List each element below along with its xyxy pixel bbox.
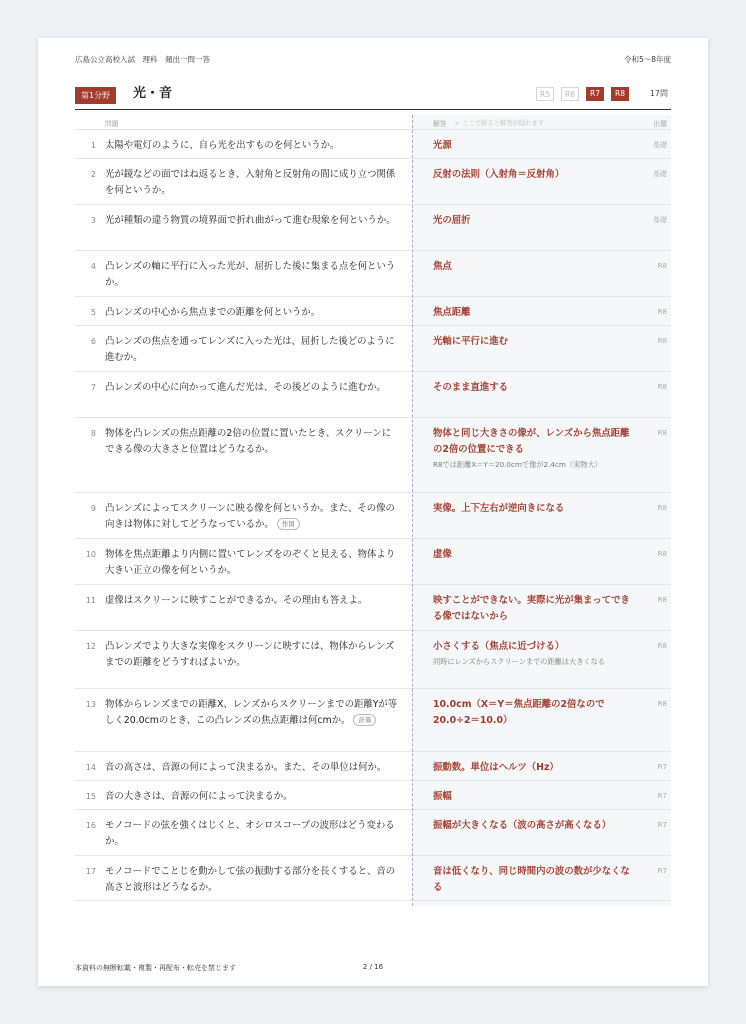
question-cell	[105, 593, 399, 609]
answer-cell	[433, 138, 631, 154]
question-number: 5	[90, 308, 96, 317]
answer-cell	[433, 818, 631, 834]
answer-cell	[433, 760, 631, 776]
question-number: 12	[85, 642, 96, 651]
question-column-header: 問題	[105, 120, 119, 128]
question-number: 4	[90, 262, 96, 271]
answer-cell	[433, 213, 631, 229]
question-row	[75, 158, 671, 204]
question-cell	[105, 697, 399, 729]
question-number: 7	[90, 383, 96, 392]
question-text: 凸レンズによってスクリーンに映る像を何というか。また、その像の向きは物体に対してどうなっているか。	[105, 503, 395, 530]
question-cell	[105, 334, 399, 366]
source-column-header: 出題	[653, 120, 667, 128]
question-number: 1	[90, 141, 96, 150]
source-label: 基礎	[653, 216, 667, 224]
answer-text: 音は低くなり、同じ時間内の波の数が少なくなる	[433, 866, 630, 893]
header-period: 令和5〜8年度	[623, 55, 671, 64]
question-text: 虚像はスクリーンに映すことができるか。その理由も答えよ。	[105, 595, 368, 606]
worksheet-page	[38, 38, 708, 986]
source-label: R8	[657, 642, 667, 650]
source-label: R8	[657, 596, 667, 604]
question-cell	[105, 547, 399, 579]
answer-text: 振幅	[433, 791, 452, 802]
question-number: 17	[85, 867, 96, 876]
question-row	[75, 250, 671, 296]
question-text: 凸レンズの焦点を通ってレンズに入った光は、屈折した後どのように進むか。	[105, 336, 395, 363]
answer-text: 振幅が大きくなる（波の高さが高くなる）	[433, 820, 612, 831]
question-number: 13	[85, 700, 96, 709]
question-cell	[105, 639, 399, 671]
year-badge-r6: R6	[561, 87, 579, 101]
question-number: 16	[85, 821, 96, 830]
question-row	[75, 751, 671, 780]
question-number: 9	[90, 504, 96, 513]
question-number: 6	[90, 337, 96, 346]
question-cell	[105, 305, 399, 321]
question-cell	[105, 760, 399, 776]
question-text: 光が種類の違う物質の境界面で折れ曲がって進む現象を何というか。	[105, 215, 396, 226]
question-number: 3	[90, 216, 96, 225]
question-text: 物体を焦点距離より内側に置いてレンズをのぞくと見える、物体より大きい正立の像を何というか。	[105, 549, 396, 576]
field-tag: 第1分野	[75, 87, 116, 104]
answer-note: R8では距離X＝Y＝20.0cmで像が2.4cm（実物大）	[433, 460, 602, 469]
year-badge-r8: R8	[611, 87, 629, 101]
question-cell	[105, 426, 399, 458]
source-label: R8	[657, 308, 667, 316]
question-row	[75, 855, 671, 901]
question-text: 凸レンズでより大きな実像をスクリーンに映すには、物体からレンズまでの距離をどうすればよいか。	[105, 641, 395, 668]
answer-text: 映すことができない。実際に光が集まってできる像ではないから	[433, 595, 630, 622]
year-badge-r5: R5	[536, 87, 554, 101]
question-table	[75, 129, 671, 901]
question-text: 音の高さは、音源の何によって決まるか。また、その単位は何か。	[105, 762, 387, 773]
question-row	[75, 296, 671, 325]
answer-text: 小さくする（焦点に近づける）	[433, 641, 565, 652]
question-number: 8	[90, 429, 96, 438]
source-label: 基礎	[653, 170, 667, 178]
answer-cell	[433, 426, 631, 471]
year-badge-r7: R7	[586, 87, 604, 101]
section-title-row	[75, 85, 671, 110]
question-number: 2	[90, 170, 96, 179]
question-number: 10	[85, 550, 96, 559]
question-cell	[105, 138, 399, 154]
question-row	[75, 325, 671, 371]
question-number: 11	[85, 596, 96, 605]
answer-cell	[433, 334, 631, 350]
question-text: 光が鏡などの面ではね返るとき、入射角と反射角の間に成り立つ関係を何というか。	[105, 169, 396, 196]
question-text: 凸レンズの中心に向かって進んだ光は、その後どのように進むか。	[105, 382, 386, 393]
source-label: R7	[657, 821, 667, 829]
question-cell	[105, 501, 399, 533]
question-cell	[105, 259, 399, 291]
source-label: R8	[657, 429, 667, 437]
question-row	[75, 417, 671, 492]
question-cell	[105, 864, 399, 896]
answer-cell	[433, 259, 631, 275]
answer-cell	[433, 864, 631, 896]
answer-text: 虚像	[433, 549, 452, 560]
header-title: 広島公立高校入試 理科 頻出一問一答	[75, 55, 210, 64]
question-text: 凸レンズの軸に平行に入った光が、屈折した後に集まる点を何というか。	[105, 261, 396, 288]
answer-cell	[433, 305, 631, 321]
question-cell	[105, 213, 399, 229]
answer-note: 同時にレンズからスクリーンまでの距離は大きくなる	[433, 657, 605, 666]
column-headers	[75, 115, 671, 129]
question-cell	[105, 167, 399, 199]
source-label: R8	[657, 337, 667, 345]
fold-hint: ← ここで折ると解答が隠れます	[455, 120, 545, 127]
question-row	[75, 780, 671, 809]
answer-text: 10.0cm（X＝Y＝焦点距離の2倍なので20.0÷2＝10.0）	[433, 699, 605, 726]
answer-text: そのまま直進する	[433, 382, 509, 393]
answer-cell	[433, 167, 631, 183]
question-count: 17問	[649, 89, 668, 98]
question-cell	[105, 789, 399, 805]
answer-text: 反射の法則（入射角＝反射角）	[433, 169, 565, 180]
question-number: 15	[85, 792, 96, 801]
answer-cell	[433, 380, 631, 396]
answer-column-header: 解答	[433, 120, 447, 128]
question-type-chip: 計算	[353, 714, 376, 726]
question-row	[75, 492, 671, 538]
answer-cell	[433, 501, 631, 517]
question-row	[75, 584, 671, 630]
source-label: R8	[657, 262, 667, 270]
source-label: R8	[657, 383, 667, 391]
question-cell	[105, 818, 399, 850]
section-title: 光・音	[133, 86, 173, 101]
question-cell	[105, 380, 399, 396]
answer-text: 光軸に平行に進む	[433, 336, 509, 347]
source-label: R7	[657, 763, 667, 771]
question-text: 音の大きさは、音源の何によって決まるか。	[105, 791, 293, 802]
fold-line	[412, 115, 413, 906]
question-text: 太陽や電灯のように、自ら光を出すものを何というか。	[105, 140, 340, 151]
answer-text: 実像。上下左右が逆向きになる	[433, 503, 565, 514]
question-text: 物体からレンズまでの距離X、レンズからスクリーンまでの距離Yが等しく20.0cmのとき、この凸レンズの焦点距離は何cmか。	[105, 699, 398, 726]
source-label: R7	[657, 792, 667, 800]
question-row	[75, 204, 671, 250]
question-row	[75, 371, 671, 417]
answer-text: 光の屈折	[433, 215, 471, 226]
question-row	[75, 538, 671, 584]
copyright-notice: 本資料の無断転載・複製・再配布・転売を禁じます	[75, 964, 236, 972]
answer-text: 焦点距離	[433, 307, 471, 318]
question-row	[75, 809, 671, 855]
source-label: R7	[657, 867, 667, 875]
question-row	[75, 688, 671, 751]
question-text: 物体を凸レンズの焦点距離の2倍の位置に置いたとき、スクリーンにできる像の大きさと位置はどうなるか。	[105, 428, 392, 455]
question-text: 凸レンズの中心から焦点までの距離を何というか。	[105, 307, 321, 318]
answer-text: 光源	[433, 140, 452, 151]
source-label: R8	[657, 550, 667, 558]
question-type-chip: 作図	[277, 518, 300, 530]
answer-text: 物体と同じ大きさの像が、レンズから焦点距離の2倍の位置にできる	[433, 428, 630, 455]
answer-cell	[433, 697, 631, 729]
answer-cell	[433, 639, 631, 668]
question-row	[75, 630, 671, 688]
source-label: 基礎	[653, 141, 667, 149]
question-row	[75, 129, 671, 158]
answer-cell	[433, 547, 631, 563]
answer-cell	[433, 593, 631, 625]
page-number: 2 / 16	[362, 963, 384, 971]
answer-cell	[433, 789, 631, 805]
question-number: 14	[85, 763, 96, 772]
question-text: モノコードでことじを動かして弦の振動する部分を長くすると、音の高さと波形はどうなるか。	[105, 866, 396, 893]
question-text: モノコードの弦を強くはじくと、オシロスコープの波形はどう変わるか。	[105, 820, 395, 847]
source-label: R8	[657, 700, 667, 708]
answer-text: 焦点	[433, 261, 452, 272]
source-label: R8	[657, 504, 667, 512]
answer-text: 振動数。単位はヘルツ（Hz）	[433, 762, 559, 773]
